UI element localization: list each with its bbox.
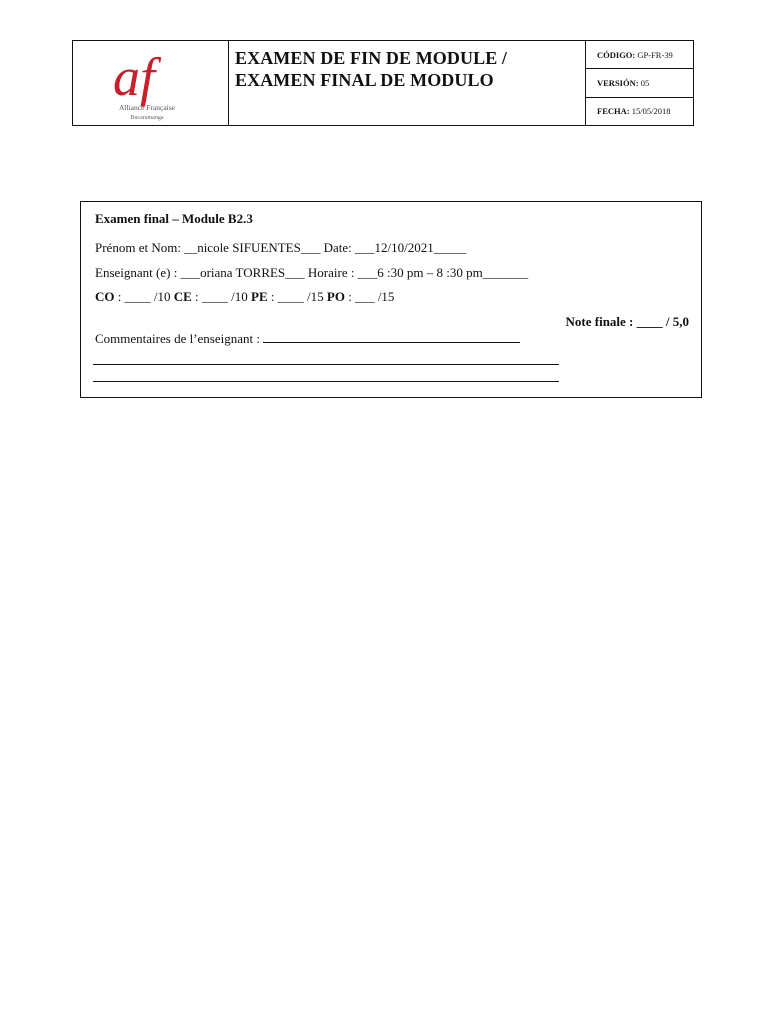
title-cell	[229, 41, 586, 125]
logo-line1: Alliance Française	[118, 103, 176, 112]
commentaires-line	[95, 331, 520, 347]
pe-label: PE	[251, 289, 268, 304]
note-finale: Note finale : ____ / 5,0	[565, 314, 689, 329]
co-label: CO	[95, 289, 115, 304]
version-label: VERSIÓN:	[597, 77, 639, 88]
comment-rule-1	[93, 364, 559, 365]
ce-label: CE	[173, 289, 192, 304]
po-value: : ___ /15	[348, 289, 395, 304]
fecha-label: FECHA:	[597, 106, 630, 117]
logo-line2: Bucaramanga	[130, 115, 164, 121]
exam-title: Examen final – Module B2.3	[95, 211, 253, 226]
codigo-label: CÓDIGO:	[597, 49, 636, 60]
document-title-line1: EXAMEN DE FIN DE MODULE /	[235, 48, 508, 68]
codigo-row	[586, 41, 693, 69]
version-value: 05	[640, 77, 650, 88]
ce-value: : ____ /10	[195, 289, 248, 304]
horaire-label: Horaire :	[307, 265, 355, 280]
enseignant-value: ___oriana TORRES___	[180, 265, 305, 280]
document-header	[72, 40, 694, 126]
comment-rule-2	[93, 381, 559, 382]
logo-cell	[73, 41, 229, 125]
enseignant-label: Enseignant (e) :	[95, 265, 178, 280]
codigo-value: GP-FR-39	[637, 49, 673, 60]
po-label: PO	[326, 289, 345, 304]
teacher-line	[95, 265, 528, 281]
logo-mark: af	[113, 47, 156, 107]
prenom-label: Prénom et Nom:	[95, 240, 181, 255]
horaire-value: ___6 :30 pm – 8 :30 pm_______	[357, 265, 529, 280]
document-title-line2: EXAMEN FINAL DE MODULO	[235, 70, 494, 90]
meta-cell	[586, 41, 693, 125]
version-row	[586, 69, 693, 97]
pe-value: : ____ /15	[270, 289, 324, 304]
date-value: ___12/10/2021_____	[354, 240, 467, 255]
date-label: Date:	[323, 240, 352, 255]
co-value: : ____ /10	[117, 289, 171, 304]
student-line	[95, 240, 466, 256]
scores-line	[95, 289, 394, 305]
exam-info-box	[80, 201, 702, 398]
commentaires-label: Commentaires de l’enseignant :	[95, 331, 260, 346]
prenom-value: __nicole SIFUENTES___	[184, 240, 321, 255]
commentaires-rule	[263, 332, 520, 343]
fecha-value: 15/05/2018	[631, 106, 671, 117]
alliance-francaise-logo	[95, 45, 207, 125]
fecha-row	[586, 98, 693, 125]
